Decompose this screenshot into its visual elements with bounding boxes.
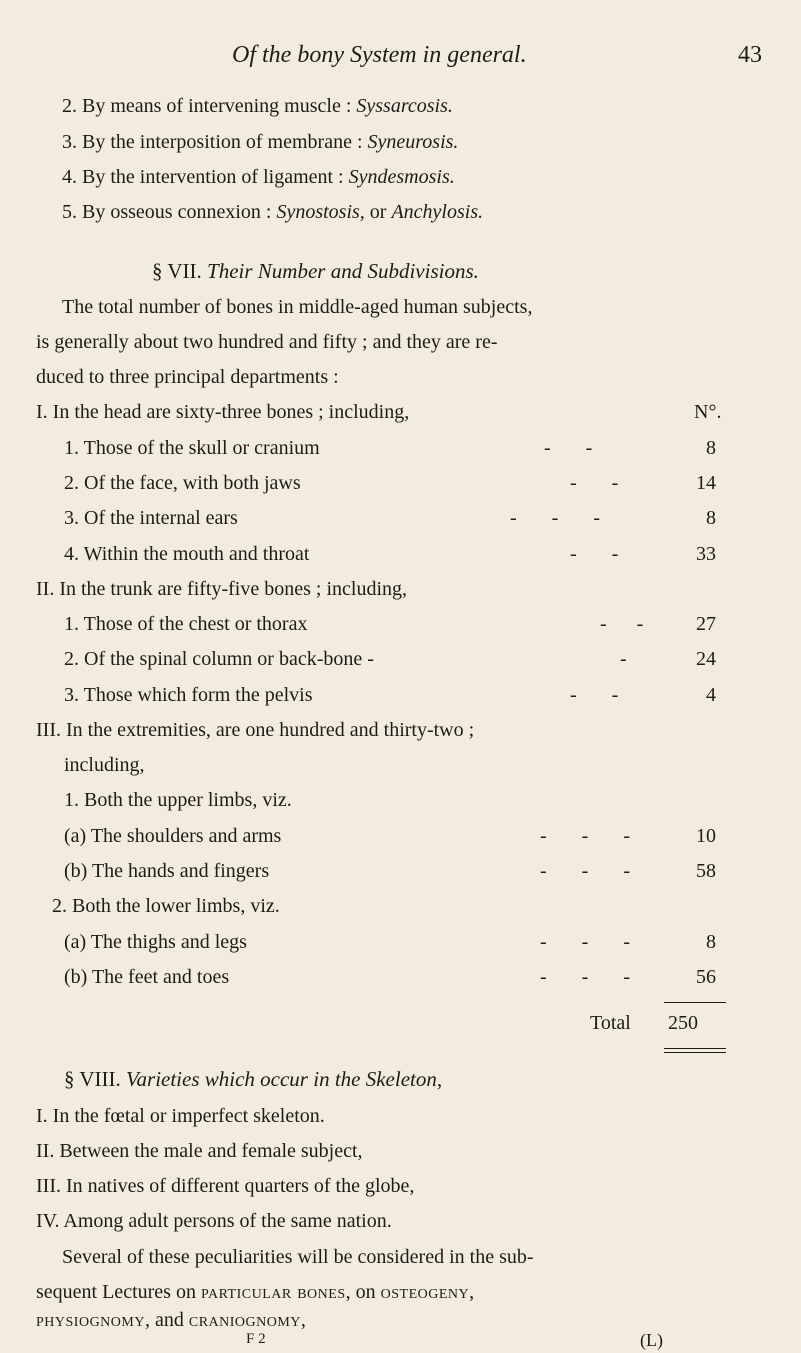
- catchword: (L): [640, 1330, 663, 1350]
- table-row-value: 8: [706, 507, 716, 529]
- dash-leader: - -: [600, 613, 644, 635]
- group-heading: I. In the head are sixty-three bones ; including,: [36, 401, 410, 423]
- sum-rule: [664, 1002, 726, 1003]
- paragraph-line: sequent Lectures on particular bones, on osteogeny,: [36, 1281, 475, 1303]
- table-row-label: (a) The thighs and legs: [64, 931, 247, 953]
- total-value: 250: [668, 1012, 698, 1034]
- table-row-value: 4: [706, 684, 716, 706]
- table-row-label: (b) The hands and fingers: [64, 860, 270, 882]
- table-row-value: 8: [706, 931, 716, 953]
- paragraph-line: physiognomy, and craniognomy,: [36, 1309, 307, 1331]
- section-heading: § VIII. Varieties which occur in the Skeleton,: [64, 1067, 443, 1091]
- group-heading: III. In the extremities, are one hundred and thirty-two ;: [36, 719, 475, 741]
- subgroup-heading: 1. Both the upper limbs, viz.: [64, 789, 292, 811]
- table-row-label: 4. Within the mouth and throat: [64, 543, 310, 565]
- paragraph-line: duced to three principal departments :: [36, 366, 339, 388]
- table-row-label: 1. Those of the chest or thorax: [64, 613, 308, 635]
- paragraph-line: is generally about two hundred and fifty ; and they are re-: [36, 331, 498, 353]
- paragraph-line: Several of these peculiarities will be considered in the sub-: [62, 1246, 534, 1268]
- running-header-title: Of the bony System in general.: [232, 42, 527, 68]
- total-double-rule: [664, 1048, 726, 1049]
- connexion-item: 2. By means of intervening muscle : Syssarcosis.: [62, 95, 453, 117]
- group-heading: II. In the trunk are fifty-five bones ; including,: [36, 578, 407, 600]
- total-double-rule: [664, 1052, 726, 1053]
- subgroup-heading: 2. Both the lower limbs, viz.: [52, 895, 280, 917]
- table-row-label: 2. Of the face, with both jaws: [64, 472, 301, 494]
- dash-leader: - - -: [540, 860, 630, 882]
- table-row-label: (a) The shoulders and arms: [64, 825, 282, 847]
- dash-leader: - -: [570, 472, 619, 494]
- table-row-label: 3. Those which form the pelvis: [64, 684, 313, 706]
- dash-leader: - - -: [540, 931, 630, 953]
- dash-leader: - -: [570, 543, 619, 565]
- dash-leader: - -: [570, 684, 619, 706]
- connexion-item: 3. By the interposition of membrane : Syneurosis.: [62, 131, 459, 153]
- table-row-value: 24: [696, 648, 716, 670]
- table-row-value: 27: [696, 613, 716, 635]
- table-row-value: 14: [696, 472, 716, 494]
- dash-leader: - - -: [510, 507, 600, 529]
- table-row-label: 1. Those of the skull or cranium: [64, 437, 320, 459]
- list-item: I. In the fœtal or imperfect skeleton.: [36, 1105, 325, 1127]
- connexion-item: 4. By the intervention of ligament : Syndesmosis.: [62, 166, 455, 188]
- number-column-label: N°.: [694, 401, 722, 423]
- list-item: III. In natives of different quarters of the globe,: [36, 1175, 415, 1197]
- page-number: 43: [738, 42, 762, 68]
- table-row-value: 33: [696, 543, 716, 565]
- total-label: Total: [590, 1012, 631, 1034]
- signature-mark: F 2: [246, 1331, 266, 1347]
- table-row-value: 56: [696, 966, 716, 988]
- list-item: II. Between the male and female subject,: [36, 1140, 363, 1162]
- section-heading: § VII. Their Number and Subdivisions.: [152, 259, 479, 283]
- dash-leader: -: [620, 648, 627, 670]
- table-row-label: (b) The feet and toes: [64, 966, 230, 988]
- table-row-value: 8: [706, 437, 716, 459]
- dash-leader: - -: [544, 437, 593, 459]
- table-row-label: 2. Of the spinal column or back-bone -: [64, 648, 374, 670]
- dash-leader: - - -: [540, 966, 630, 988]
- group-heading-continued: including,: [64, 754, 145, 776]
- table-row-value: 10: [696, 825, 716, 847]
- paragraph-line: The total number of bones in middle-aged human subjects,: [62, 296, 533, 318]
- list-item: IV. Among adult persons of the same nation.: [36, 1210, 392, 1232]
- dash-leader: - - -: [540, 825, 630, 847]
- table-row-label: 3. Of the internal ears: [64, 507, 238, 529]
- table-row-value: 58: [696, 860, 716, 882]
- connexion-item: 5. By osseous connexion : Synostosis, or Anchylosis.: [62, 201, 484, 223]
